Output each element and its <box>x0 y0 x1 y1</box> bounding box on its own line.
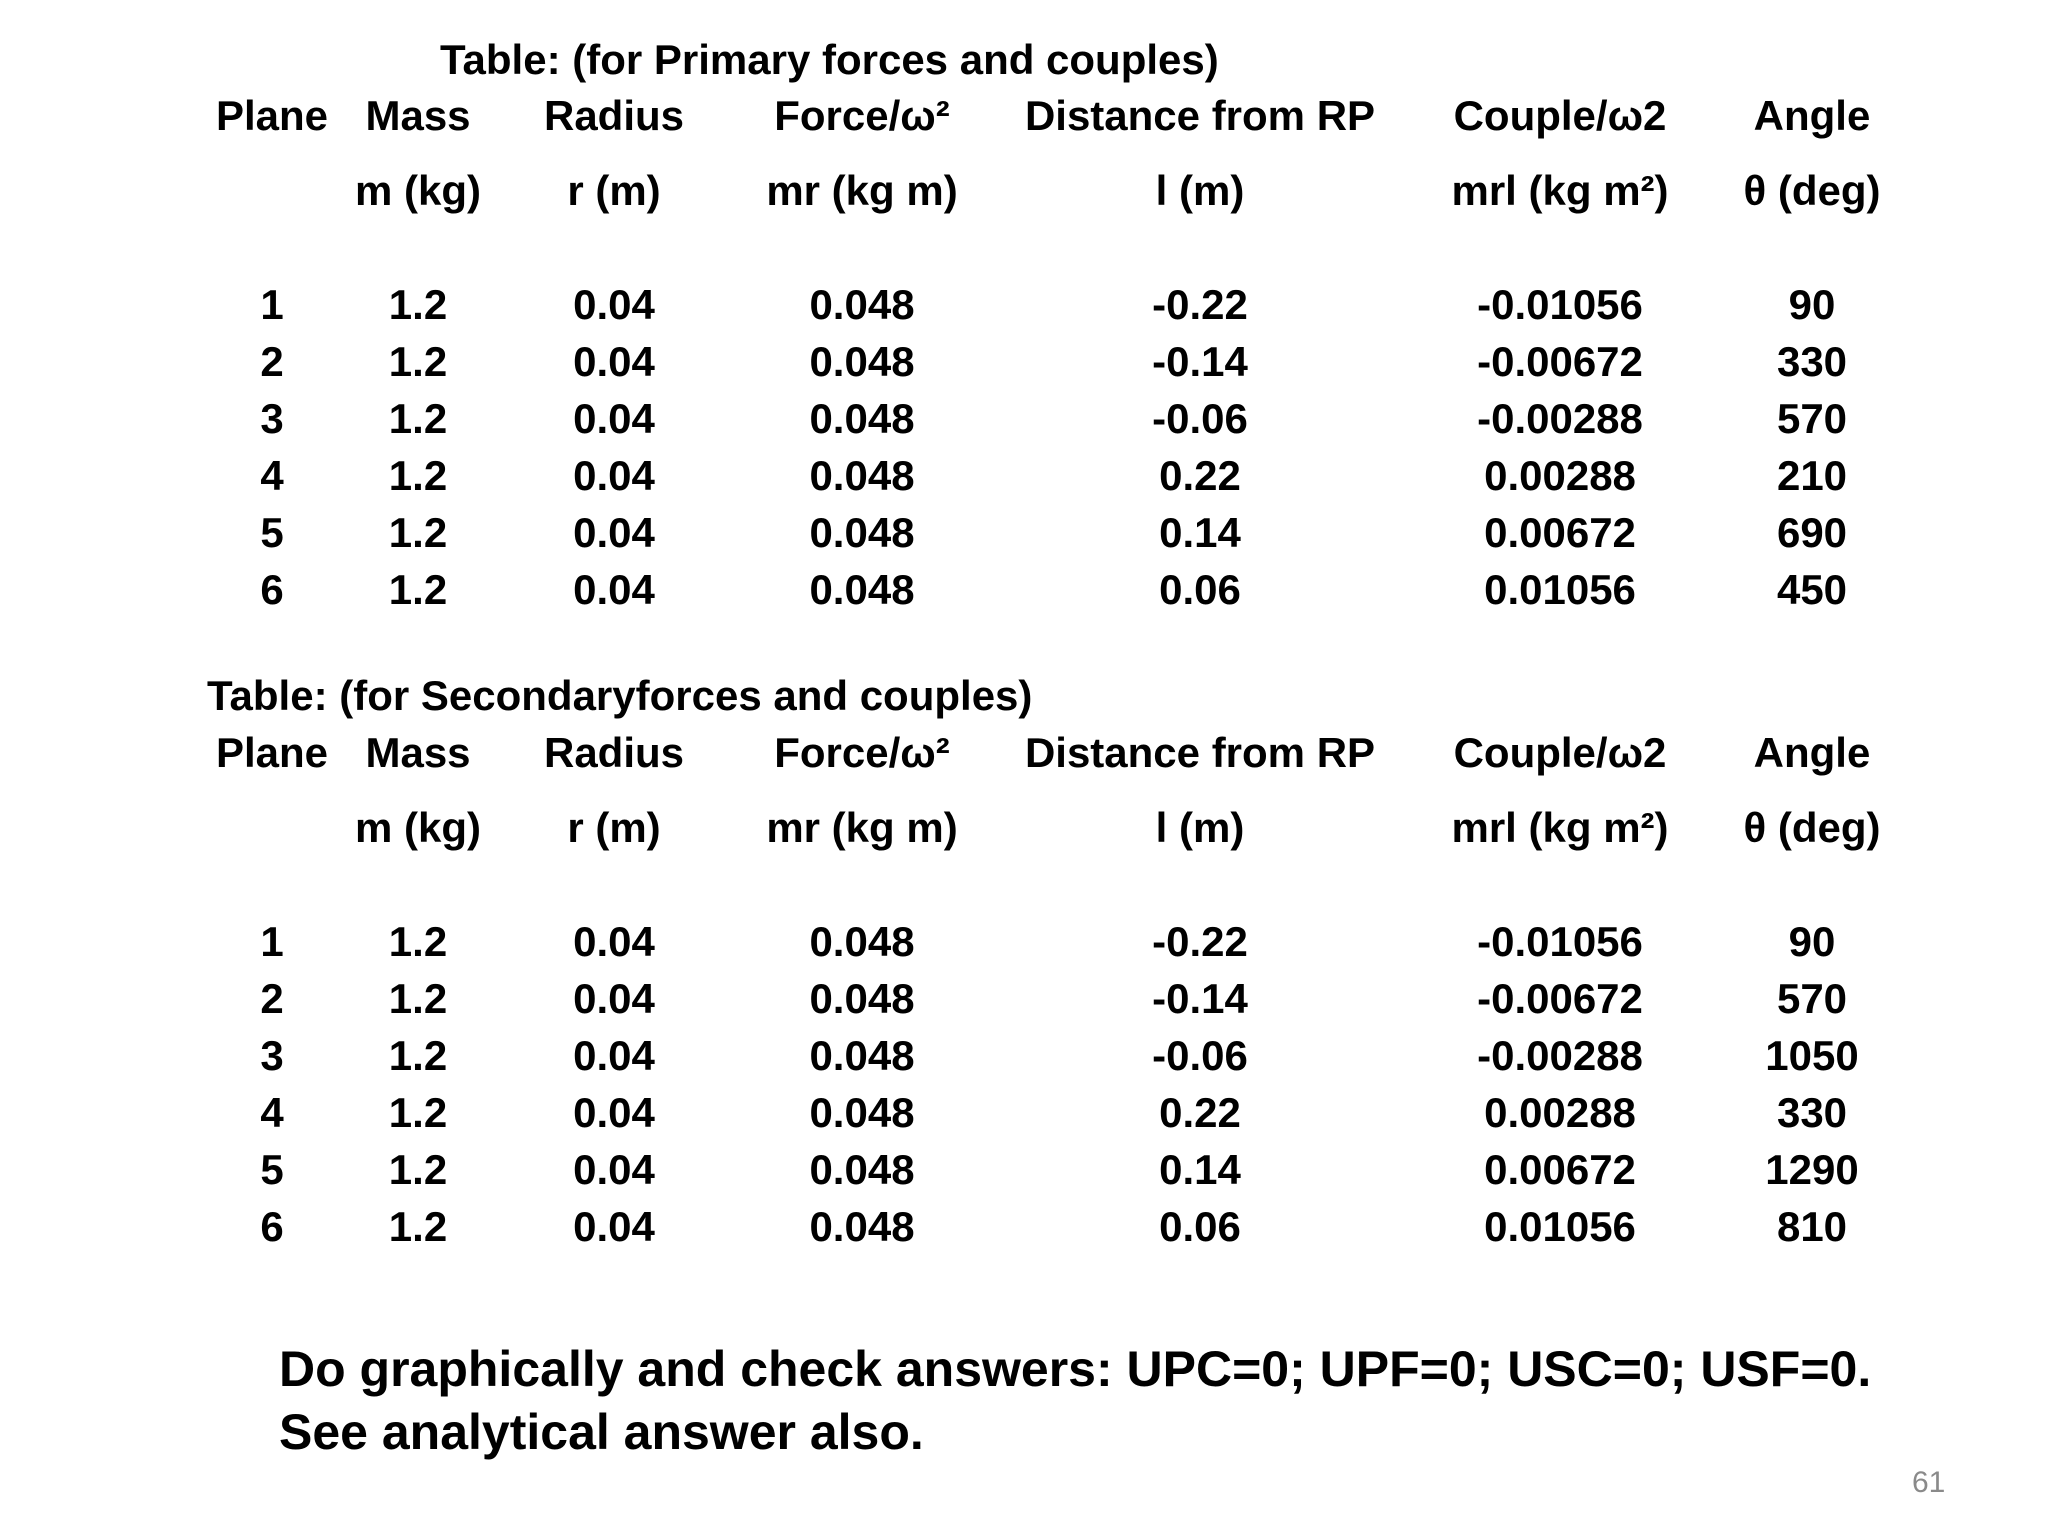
table-cell: 0.22 <box>1159 452 1241 499</box>
column-unit: m (kg) <box>355 804 481 851</box>
column-header: Distance from RP <box>1024 729 1376 776</box>
column-unit: l (m) <box>1155 804 1245 851</box>
table-cell: 0.048 <box>809 509 915 556</box>
table-cell: 570 <box>1776 975 1848 1022</box>
table-cell: -0.22 <box>1152 918 1248 965</box>
table-cell: 5 <box>260 1146 284 1193</box>
table-cell: 450 <box>1776 566 1848 613</box>
table-cell: 1 <box>260 281 284 328</box>
table-cell: 0.04 <box>573 338 655 385</box>
table-cell: -0.01056 <box>1477 918 1643 965</box>
table-cell: 0.048 <box>809 918 915 965</box>
table-cell: 1290 <box>1765 1146 1859 1193</box>
table-cell: 0.14 <box>1159 509 1241 556</box>
table-cell: 0.048 <box>809 395 915 442</box>
table-title: Table: (for Primary forces and couples) <box>440 36 1219 83</box>
table-cell: 1.2 <box>388 1032 448 1079</box>
table-cell: 0.048 <box>809 1146 915 1193</box>
table-cell: -0.06 <box>1152 1032 1248 1079</box>
table-cell: 90 <box>1788 918 1836 965</box>
column-unit: mr (kg m) <box>766 804 958 851</box>
table-cell: 6 <box>260 1203 284 1250</box>
table-cell: 0.04 <box>573 566 655 613</box>
table-cell: 1 <box>260 918 284 965</box>
table-cell: 0.01056 <box>1484 1203 1636 1250</box>
table-cell: 1.2 <box>388 281 448 328</box>
table-cell: 1.2 <box>388 1203 448 1250</box>
column-header: Force/ω² <box>774 92 950 139</box>
table-cell: 3 <box>260 395 284 442</box>
column-header: Force/ω² <box>774 729 950 776</box>
column-header: Couple/ω2 <box>1453 92 1667 139</box>
table-cell: 0.04 <box>573 918 655 965</box>
table-cell: 0.04 <box>573 1089 655 1136</box>
column-header: Couple/ω2 <box>1453 729 1667 776</box>
column-unit: l (m) <box>1155 167 1245 214</box>
table-cell: 0.04 <box>573 281 655 328</box>
table-cell: 810 <box>1776 1203 1848 1250</box>
column-unit: θ (deg) <box>1743 167 1881 214</box>
table-cell: 1.2 <box>388 975 448 1022</box>
column-unit: r (m) <box>567 167 661 214</box>
column-unit: mr (kg m) <box>766 167 958 214</box>
table-cell: -0.00672 <box>1477 338 1643 385</box>
table-cell: 1.2 <box>388 452 448 499</box>
table-cell: 0.06 <box>1159 566 1241 613</box>
column-header: Distance from RP <box>1024 92 1376 139</box>
table-cell: 0.048 <box>809 566 915 613</box>
table-cell: 0.00672 <box>1484 509 1636 556</box>
table-cell: 0.04 <box>573 1146 655 1193</box>
table-cell: -0.14 <box>1152 975 1248 1022</box>
table-cell: 0.048 <box>809 338 915 385</box>
table-cell: 2 <box>260 975 284 1022</box>
column-header: Mass <box>365 92 471 139</box>
table-cell: 0.22 <box>1159 1089 1241 1136</box>
table-cell: 0.06 <box>1159 1203 1241 1250</box>
column-header: Plane <box>215 729 329 776</box>
table-cell: 2 <box>260 338 284 385</box>
instruction-line-2: See analytical answer also. <box>279 1404 924 1460</box>
table-cell: 330 <box>1776 1089 1848 1136</box>
table-cell: 90 <box>1788 281 1836 328</box>
table-cell: -0.01056 <box>1477 281 1643 328</box>
table-cell: 1.2 <box>388 1089 448 1136</box>
table-cell: 6 <box>260 566 284 613</box>
table-cell: -0.14 <box>1152 338 1248 385</box>
table-cell: 5 <box>260 509 284 556</box>
table-cell: 1.2 <box>388 509 448 556</box>
column-header: Angle <box>1753 729 1871 776</box>
table-cell: 0.00672 <box>1484 1146 1636 1193</box>
table-cell: 1.2 <box>388 566 448 613</box>
table-cell: 0.00288 <box>1484 452 1636 499</box>
table-cell: 570 <box>1776 395 1848 442</box>
table-cell: -0.22 <box>1152 281 1248 328</box>
column-unit: mrl (kg m²) <box>1451 167 1669 214</box>
table-cell: 0.048 <box>809 452 915 499</box>
table-cell: 0.14 <box>1159 1146 1241 1193</box>
column-header: Radius <box>543 92 685 139</box>
table-cell: 0.04 <box>573 975 655 1022</box>
table-cell: 330 <box>1776 338 1848 385</box>
table-cell: 0.04 <box>573 509 655 556</box>
column-header: Angle <box>1753 92 1871 139</box>
table-cell: 0.048 <box>809 1089 915 1136</box>
table-cell: 0.048 <box>809 1203 915 1250</box>
table-cell: 210 <box>1776 452 1848 499</box>
table-cell: 690 <box>1776 509 1848 556</box>
table-cell: 0.048 <box>809 281 915 328</box>
table-cell: -0.00672 <box>1477 975 1643 1022</box>
table-title: Table: (for Secondaryforces and couples) <box>207 672 1033 719</box>
table-cell: 0.04 <box>573 1032 655 1079</box>
table-cell: 0.048 <box>809 975 915 1022</box>
table-cell: -0.00288 <box>1477 395 1643 442</box>
instruction-line-1: Do graphically and check answers: UPC=0; UPF=0; USC=0; USF=0. <box>279 1341 1872 1397</box>
table-cell: 4 <box>260 1089 284 1136</box>
column-header: Radius <box>543 729 685 776</box>
table-cell: 1.2 <box>388 338 448 385</box>
table-cell: 4 <box>260 452 284 499</box>
table-cell: 1.2 <box>388 1146 448 1193</box>
table-cell: 0.01056 <box>1484 566 1636 613</box>
column-unit: r (m) <box>567 804 661 851</box>
table-cell: -0.00288 <box>1477 1032 1643 1079</box>
page-number: 61 <box>1912 1466 1946 1499</box>
column-unit: m (kg) <box>355 167 481 214</box>
table-cell: -0.06 <box>1152 395 1248 442</box>
table-cell: 3 <box>260 1032 284 1079</box>
table-cell: 1050 <box>1765 1032 1859 1079</box>
column-unit: mrl (kg m²) <box>1451 804 1669 851</box>
table-cell: 0.04 <box>573 452 655 499</box>
table-cell: 1.2 <box>388 918 448 965</box>
table-cell: 0.04 <box>573 395 655 442</box>
column-unit: θ (deg) <box>1743 804 1881 851</box>
column-header: Plane <box>215 92 329 139</box>
table-cell: 0.048 <box>809 1032 915 1079</box>
table-cell: 0.00288 <box>1484 1089 1636 1136</box>
table-cell: 0.04 <box>573 1203 655 1250</box>
column-header: Mass <box>365 729 471 776</box>
table-cell: 1.2 <box>388 395 448 442</box>
